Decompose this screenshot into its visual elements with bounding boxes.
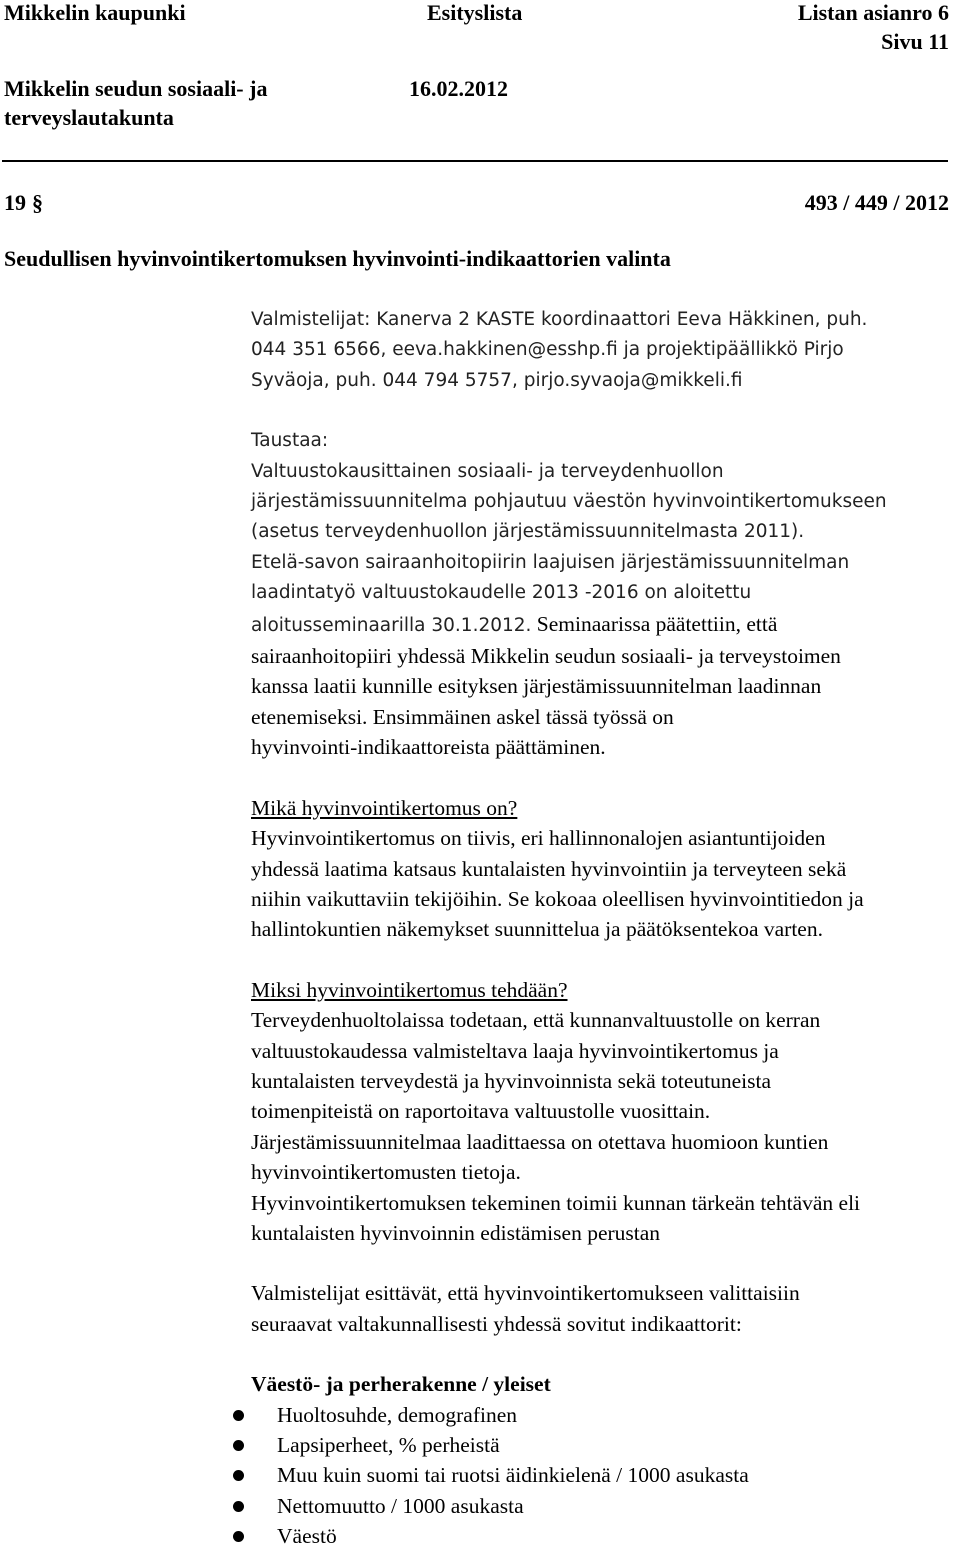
- proposal-line: seuraavat valtakunnallisesti yhdessä sovitut indikaattorit:: [251, 1311, 742, 1336]
- indicator-label: Muu kuin suomi tai ruotsi äidinkielenä / 1000 asukasta: [277, 1463, 749, 1488]
- city-name: Mikkelin kaupunki: [4, 0, 186, 25]
- agenda-item-number: Listan asianro 6: [797, 0, 949, 25]
- indicator-list: [251, 1400, 960, 1552]
- background-continuation: [251, 641, 960, 763]
- why-line: hyvinvointikertomusten tietoja.: [251, 1160, 521, 1185]
- page-number: Sivu 11: [881, 29, 949, 54]
- background-line-serif: Seminaarissa päätettiin, että: [531, 611, 778, 636]
- indicator-label: Lapsiperheet, % perheistä: [277, 1433, 500, 1457]
- background-line: järjestämissuunnitelma pohjautuu väestön hyvinvointikertomukseen: [251, 491, 887, 513]
- background-heading: Taustaa:: [251, 430, 329, 452]
- preparers-line: Valmistelijat: Kanerva 2 KASTE koordinaattori Eeva Häkkinen, puh.: [251, 309, 868, 330]
- section-sign: §: [32, 190, 43, 215]
- preparers-line: Syväoja, puh. 044 794 5757, pirjo.syvaoja@mikkeli.fi: [251, 369, 743, 391]
- why-line: Järjestämissuunnitelmaa laadittaessa on otettava huomioon kuntien: [251, 1129, 829, 1154]
- what-is-line: niihin vaikuttaviin tekijöihin. Se kokoaa oleellisen hyvinvointitiedon ja: [251, 886, 864, 911]
- proposal-section: [251, 1278, 960, 1339]
- list-item: [239, 1430, 960, 1460]
- header-divider: [2, 160, 948, 162]
- preparers-block: [251, 305, 960, 396]
- list-item: [239, 1521, 960, 1551]
- indicator-label: Nettomuutto / 1000 asukasta: [277, 1493, 524, 1518]
- list-item: [239, 1400, 960, 1430]
- what-is-line: yhdessä laatima katsaus kuntalaisten hyvinvointiin ja terveyteen sekä: [251, 856, 847, 881]
- why-line: kuntalaisten terveydestä ja hyvinvoinnista sekä toteutuneista: [251, 1068, 772, 1093]
- why-line: toimenpiteistä on raportoitava valtuustolle vuosittain.: [251, 1099, 711, 1124]
- background-section: [251, 426, 960, 641]
- bullet-icon: [233, 1501, 244, 1512]
- why-line: valtuustokaudessa valmisteltava laaja hyvinvointikertomus ja: [251, 1038, 779, 1063]
- case-number: 19: [4, 190, 26, 215]
- case-reference: 493 / 449 / 2012: [804, 190, 949, 215]
- bullet-icon: [233, 1440, 244, 1451]
- indicators-heading: Väestö- ja perherakenne / yleiset: [251, 1372, 551, 1397]
- why-heading: Miksi hyvinvointikertomus tehdään?: [251, 977, 568, 1002]
- why-line: kuntalaisten hyvinvoinnin edistämisen perustan: [251, 1220, 661, 1245]
- background-line: hyvinvointi-indikaattoreista päättäminen.: [251, 735, 606, 760]
- document-type: Esityslista: [427, 0, 523, 25]
- what-is-section: [251, 793, 960, 945]
- background-line: [251, 609, 960, 641]
- board-name-line2: terveyslautakunta: [4, 105, 174, 130]
- indicator-label: Väestö: [277, 1524, 337, 1549]
- board-name-line1: Mikkelin seudun sosiaali- ja: [4, 76, 268, 101]
- proposal-line: Valmistelijat esittävät, että hyvinvointikertomukseen valittaisiin: [251, 1281, 800, 1306]
- background-line: Valtuustokausittainen sosiaali- ja terveydenhuollon: [251, 460, 724, 482]
- what-is-line: Hyvinvointikertomus on tiivis, eri hallinnonalojen asiantuntijoiden: [251, 826, 826, 851]
- indicators-section: [251, 1369, 960, 1551]
- case-title: Seudullisen hyvinvointikertomuksen hyvinvointi-indikaattorien valinta: [4, 246, 671, 271]
- why-line: Terveydenhuoltolaissa todetaan, että kunnanvaltuustolle on kerran: [251, 1008, 821, 1033]
- background-line: laadintatyö valtuustokaudelle 2013 -2016 on aloitettu: [251, 582, 752, 604]
- background-line: Etelä-savon sairaanhoitopiirin laajuisen järjestämissuunnitelman: [251, 551, 850, 573]
- bullet-icon: [233, 1470, 244, 1481]
- what-is-line: hallintokuntien näkemykset suunnittelua ja päätöksentekoa varten.: [251, 917, 823, 942]
- why-line: Hyvinvointikertomuksen tekeminen toimii kunnan tärkeän tehtävän eli: [251, 1190, 861, 1215]
- list-item: [239, 1491, 960, 1521]
- background-line: (asetus terveydenhuollon järjestämissuunnitelmasta 2011).: [251, 521, 805, 543]
- list-item: [239, 1460, 960, 1490]
- background-line: kanssa laatii kunnille esityksen järjestämissuunnitelman laadinnan: [251, 674, 822, 699]
- meeting-date: 16.02.2012: [409, 76, 508, 101]
- background-line-sans: aloitusseminaarilla 30.1.2012.: [251, 614, 532, 636]
- bullet-icon: [233, 1410, 244, 1421]
- preparers-line: 044 351 6566, eeva.hakkinen@esshp.fi ja projektipäällikkö Pirjo: [251, 339, 844, 361]
- indicator-label: Huoltosuhde, demografinen: [277, 1402, 518, 1427]
- what-is-heading: Mikä hyvinvointikertomus on?: [251, 795, 518, 820]
- why-section: [251, 975, 960, 1249]
- document-body: [251, 305, 960, 1552]
- bullet-icon: [233, 1531, 244, 1542]
- background-line: sairaanhoitopiiri yhdessä Mikkelin seudun sosiaali- ja terveystoimen: [251, 644, 841, 669]
- background-line: etenemiseksi. Ensimmäinen askel tässä työssä on: [251, 704, 674, 729]
